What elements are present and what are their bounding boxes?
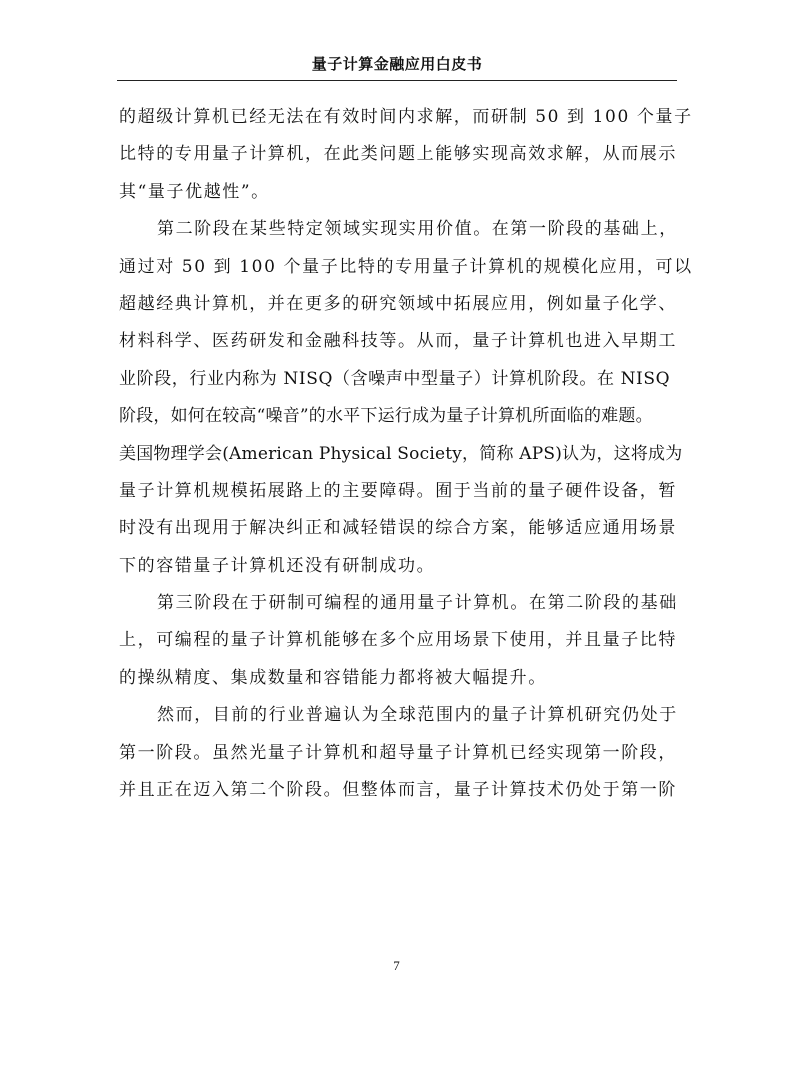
text-line: 通过对 50 到 100 个量子比特的专用量子计算机的规模化应用，可以: [119, 256, 693, 277]
text-line: 并且正在迈入第二个阶段。但整体而言，量子计算技术仍处于第一阶: [119, 780, 677, 801]
text-line: 其“量子优越性”。: [119, 181, 270, 202]
text-line: 然而，目前的行业普遍认为全球范围内的量子计算机研究仍处于: [157, 705, 678, 726]
text-line: 上，可编程的量子计算机能够在多个应用场景下使用，并且量子比特: [119, 630, 677, 651]
text-line: 第二阶段在某些特定领域实现实用价值。在第一阶段的基础上，: [157, 219, 678, 240]
page-number: 7: [393, 958, 400, 973]
text-line: 量子计算机规模拓展路上的主要障碍。囿于当前的量子硬件设备，暂: [119, 480, 677, 501]
text-line: 材料科学、医药研发和金融科技等。从而，量子计算机也进入早期工: [119, 331, 677, 352]
text-line: 业阶段，行业内称为 NISQ（含噪声中型量子）计算机阶段。在 NISQ: [119, 368, 671, 389]
text-line: 的操纵精度、集成数量和容错能力都将被大幅提升。: [119, 667, 547, 688]
text-line: 超越经典计算机，并在更多的研究领域中拓展应用，例如量子化学、: [119, 293, 677, 314]
text-line: 阶段，如何在较高“噪音”的水平下运行成为量子计算机所面临的难题。: [119, 406, 653, 427]
text-line: 美国物理学会(American Physical Society，简称 APS)认为，这将成为: [119, 443, 683, 464]
page-header: [117, 52, 677, 81]
text-line: 的超级计算机已经无法在有效时间内求解，而研制 50 到 100 个量子: [119, 107, 693, 127]
text-line: 下的容错量子计算机还没有研制成功。: [119, 555, 436, 576]
text-line: 时没有出现用于解决纠正和减轻错误的综合方案，能够适应通用场景: [119, 518, 677, 539]
text-line: 第一阶段。虽然光量子计算机和超导量子计算机已经实现第一阶段，: [119, 742, 677, 763]
text-line: 第三阶段在于研制可编程的通用量子计算机。在第二阶段的基础: [157, 593, 678, 614]
text-line: 比特的专用量子计算机，在此类问题上能够实现高效求解，从而展示: [119, 144, 677, 165]
header-title: 量子计算金融应用白皮书: [311, 55, 483, 73]
body-text: [119, 99, 693, 809]
